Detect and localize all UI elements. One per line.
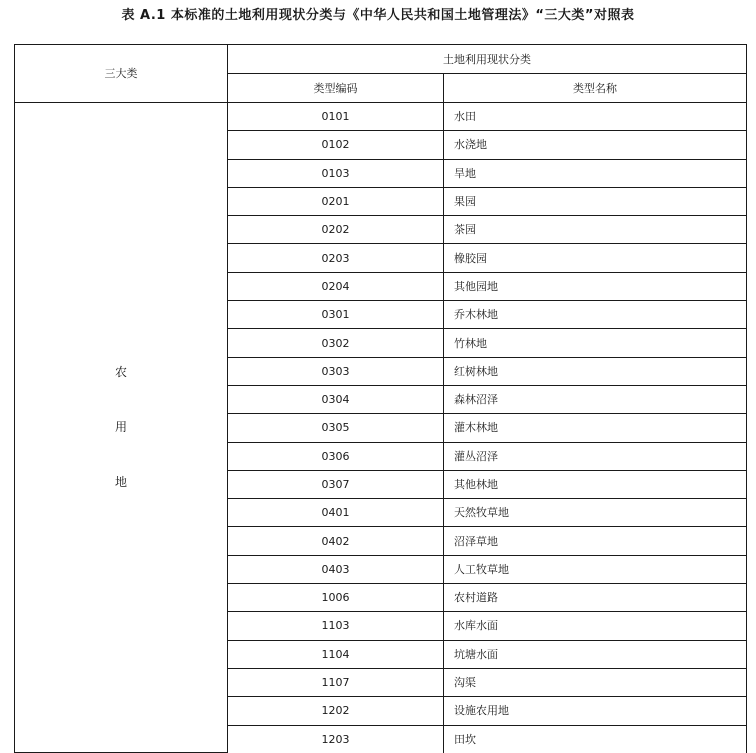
type-name-cell: 旱地: [444, 159, 747, 187]
type-name-cell: 水浇地: [444, 131, 747, 159]
category-char: 地: [114, 475, 127, 490]
type-code-cell: 1104: [228, 640, 444, 668]
type-code-cell: 0102: [228, 131, 444, 159]
type-code-cell: 0307: [228, 470, 444, 498]
type-name-cell: 橡胶园: [444, 244, 747, 272]
type-code-cell: 0304: [228, 385, 444, 413]
type-name-cell: 其他园地: [444, 272, 747, 300]
header-name: 类型名称: [444, 74, 747, 103]
type-name-cell: 乔木林地: [444, 301, 747, 329]
type-code-cell: 0101: [228, 103, 444, 131]
type-code-cell: 0402: [228, 527, 444, 555]
type-code-cell: 0103: [228, 159, 444, 187]
header-code: 类型编码: [228, 74, 444, 103]
table-row: [15, 103, 747, 131]
type-name-cell: 竹林地: [444, 329, 747, 357]
type-code-cell: 0202: [228, 216, 444, 244]
classification-table: [14, 44, 747, 753]
type-name-cell: 农村道路: [444, 584, 747, 612]
type-name-cell: 灌木林地: [444, 414, 747, 442]
type-code-cell: 1107: [228, 668, 444, 696]
type-name-cell: 森林沼泽: [444, 385, 747, 413]
category-char: 农: [114, 365, 127, 380]
header-category: 三大类: [15, 45, 228, 103]
type-name-cell: 沟渠: [444, 668, 747, 696]
type-code-cell: 0305: [228, 414, 444, 442]
type-name-cell: 设施农用地: [444, 697, 747, 725]
type-code-cell: 0301: [228, 301, 444, 329]
type-name-cell: 灌丛沼泽: [444, 442, 747, 470]
type-name-cell: 水田: [444, 103, 747, 131]
type-name-cell: 红树林地: [444, 357, 747, 385]
type-code-cell: 0302: [228, 329, 444, 357]
table-body: [15, 103, 747, 753]
type-name-cell: 人工牧草地: [444, 555, 747, 583]
type-code-cell: 1203: [228, 725, 444, 753]
type-code-cell: 0204: [228, 272, 444, 300]
type-code-cell: 1202: [228, 697, 444, 725]
category-cell: [15, 103, 228, 753]
type-code-cell: 1103: [228, 612, 444, 640]
type-name-cell: 果园: [444, 187, 747, 215]
type-name-cell: 其他林地: [444, 470, 747, 498]
table-title: 表 A.1 本标准的土地利用现状分类与《中华人民共和国土地管理法》“三大类”对照表: [121, 8, 635, 23]
category-char: 用: [114, 420, 127, 435]
type-code-cell: 0303: [228, 357, 444, 385]
type-name-cell: 水库水面: [444, 612, 747, 640]
type-name-cell: 田坎: [444, 725, 747, 753]
type-code-cell: 0306: [228, 442, 444, 470]
type-code-cell: 0201: [228, 187, 444, 215]
type-code-cell: 0403: [228, 555, 444, 583]
type-name-cell: 沼泽草地: [444, 527, 747, 555]
type-code-cell: 1006: [228, 584, 444, 612]
type-code-cell: 0203: [228, 244, 444, 272]
header-group: 土地利用现状分类: [228, 45, 747, 74]
type-name-cell: 茶园: [444, 216, 747, 244]
type-name-cell: 坑塘水面: [444, 640, 747, 668]
type-name-cell: 天然牧草地: [444, 499, 747, 527]
type-code-cell: 0401: [228, 499, 444, 527]
